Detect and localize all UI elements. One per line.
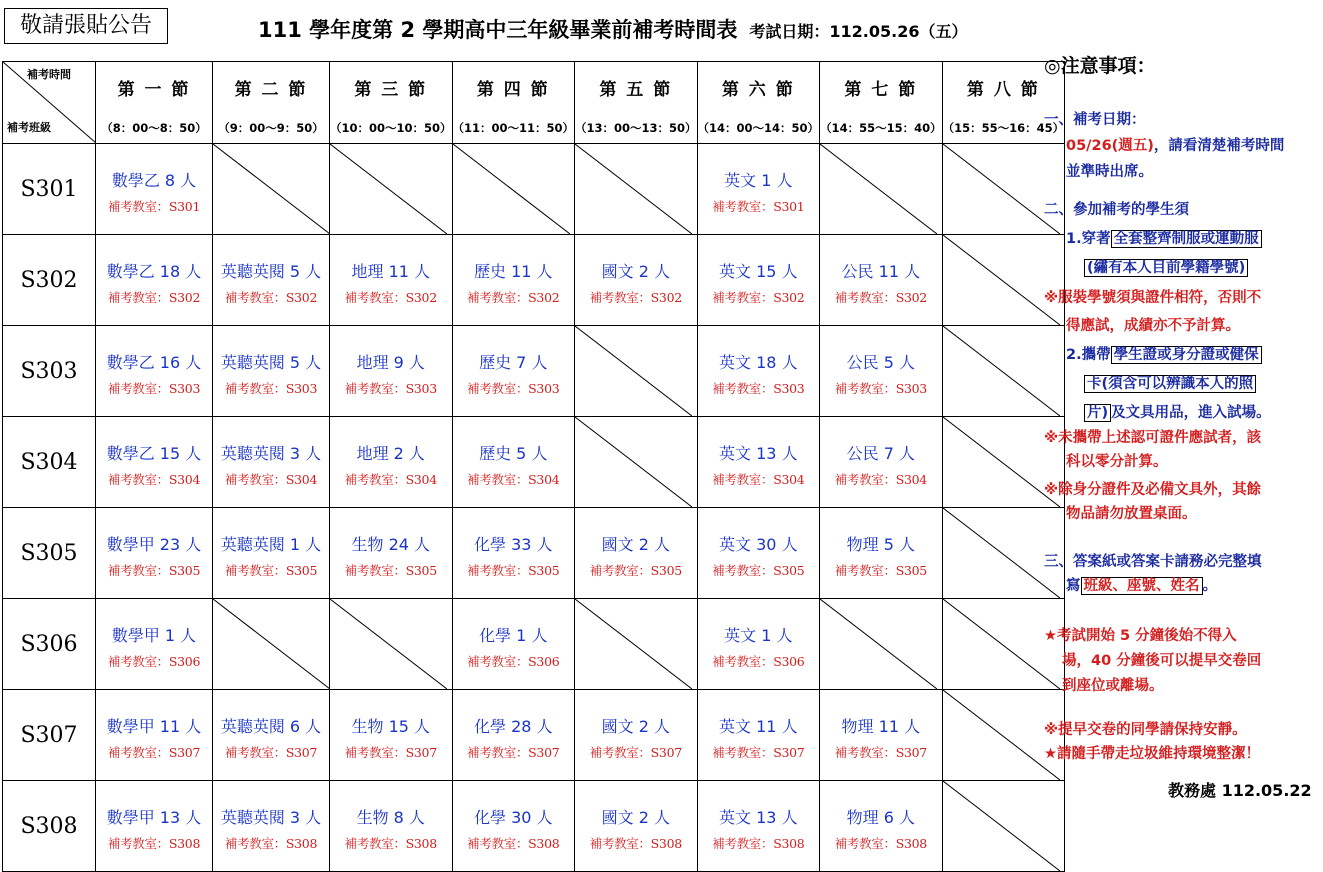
note3-line1: 三、答案紙或答案卡請務必完整填: [1044, 554, 1262, 570]
exam-cell: [452, 235, 575, 326]
exam-cell: [452, 599, 575, 690]
exam-subject: 數學甲 13 人: [106, 807, 202, 827]
period-time: （14：00～14：50）: [697, 121, 820, 135]
empty-cell-diagonal: [943, 781, 1060, 871]
exam-subject: 歷史 11 人: [474, 261, 553, 281]
table-row: [3, 326, 1065, 417]
exam-cell: [697, 144, 820, 235]
exam-room: 補考教室：S302: [834, 289, 927, 305]
exam-cell: [96, 781, 213, 872]
page-title: [258, 14, 967, 44]
exam-cell: [452, 508, 575, 599]
exam-subject: 國文 2 人: [601, 807, 670, 827]
corner-bottom-label: 補考班級: [7, 121, 51, 134]
period-name: 第 五 節: [599, 80, 673, 100]
header-row: [3, 62, 1065, 144]
empty-cell-diagonal: [330, 599, 447, 689]
table-row: [3, 508, 1065, 599]
exam-subject: 國文 2 人: [601, 534, 670, 554]
period-header: [575, 62, 698, 144]
exam-cell: [697, 781, 820, 872]
empty-cell: [575, 417, 698, 508]
exam-subject: 物理 6 人: [846, 807, 915, 827]
exam-room: 補考教室：S305: [107, 562, 201, 578]
exam-subject: 化學 28 人: [474, 716, 553, 736]
exam-subject: 英文 1 人: [724, 625, 793, 645]
exam-cell: [213, 781, 330, 872]
exam-cell: [96, 690, 213, 781]
note1-rest: ，請看清楚補考時間: [1153, 138, 1285, 154]
exam-room: 補考教室：S302: [107, 289, 201, 305]
exam-cell: [96, 144, 213, 235]
period-time: （10：00～10：50）: [330, 121, 452, 135]
empty-cell: [213, 144, 330, 235]
table-row: [3, 690, 1065, 781]
exam-subject: 物理 11 人: [841, 716, 921, 736]
exam-subject: 國文 2 人: [601, 716, 670, 736]
note2-warn1-l2: 得應試，成績亦不予計算。: [1066, 318, 1240, 334]
empty-cell-diagonal: [943, 508, 1060, 598]
note2-warn3-l1: ※除身分證件及必備文具外，其餘: [1044, 482, 1262, 498]
exam-cell: [820, 690, 943, 781]
exam-room: 補考教室：S304: [107, 471, 201, 487]
notes-heading: ◎注意事項：: [1044, 55, 1156, 77]
exam-cell: [96, 235, 213, 326]
star1-l2: 場，40 分鐘後可以提早交卷回: [1062, 653, 1262, 669]
exam-cell: [213, 417, 330, 508]
exam-subject: 數學乙 18 人: [106, 261, 202, 281]
exam-subject: 公民 11 人: [841, 261, 921, 281]
exam-subject: 數學乙 8 人: [111, 170, 197, 190]
exam-room: 補考教室：S308: [224, 835, 318, 851]
exam-subject: 數學乙 15 人: [106, 443, 202, 463]
exam-room: 補考教室：S307: [467, 744, 560, 760]
note1-date: 05/26(週五): [1066, 138, 1154, 154]
period-header: [330, 62, 453, 144]
empty-cell-diagonal: [820, 599, 937, 689]
exam-subject: 英文 1 人: [724, 170, 793, 190]
period-time: （9：00～9：50）: [218, 121, 324, 135]
exam-room: 補考教室：S303: [224, 380, 318, 396]
exam-room: 補考教室：S306: [712, 653, 805, 669]
empty-cell-diagonal: [330, 144, 447, 234]
exam-subject: 英文 13 人: [719, 443, 798, 463]
class-cell: S307: [3, 690, 96, 781]
exam-cell: [96, 599, 213, 690]
exam-subject: 數學乙 16 人: [106, 352, 202, 372]
exam-subject: 英聽英閱 6 人: [220, 716, 322, 736]
period-name: 第 一 節: [117, 80, 191, 100]
exam-cell: [820, 417, 943, 508]
exam-subject: 地理 2 人: [356, 443, 425, 463]
exam-cell: [820, 326, 943, 417]
exam-room: 補考教室：S302: [224, 289, 318, 305]
exam-room: 補考教室：S302: [589, 289, 682, 305]
class-cell: S304: [3, 417, 96, 508]
exam-room: 補考教室：S304: [712, 471, 805, 487]
empty-cell: [452, 144, 575, 235]
post-notice-label: 敬請張貼公告: [4, 8, 168, 44]
period-name: 第 二 節: [234, 80, 308, 100]
exam-cell: [697, 326, 820, 417]
note2b-box3: 片): [1084, 404, 1111, 422]
corner-cell: [3, 62, 96, 144]
exam-room: 補考教室：S304: [834, 471, 927, 487]
exam-subject: 英聽英閱 1 人: [220, 534, 322, 554]
exam-subject: 數學甲 1 人: [111, 625, 197, 645]
exam-subject: 英文 11 人: [719, 716, 798, 736]
exam-subject: 歷史 5 人: [479, 443, 548, 463]
exam-cell: [452, 690, 575, 781]
empty-cell: [575, 599, 698, 690]
title-text: 111 學年度第 2 學期高中三年級畢業前補考時間表: [258, 18, 738, 42]
period-header: [452, 62, 575, 144]
exam-room: 補考教室：S307: [224, 744, 318, 760]
exam-room: 補考教室：S305: [712, 562, 805, 578]
exam-subject: 英聽英閱 3 人: [220, 807, 322, 827]
note1-line2: 並準時出席。: [1066, 164, 1153, 180]
exam-cell: [575, 235, 698, 326]
exam-cell: [330, 690, 453, 781]
schedule-table: [2, 61, 1065, 872]
exam-room: 補考教室：S303: [107, 380, 201, 396]
exam-subject: 公民 5 人: [846, 352, 915, 372]
exam-room: 補考教室：S301: [712, 198, 805, 214]
period-time: （13：00～13：50）: [575, 121, 697, 135]
period-name: 第 三 節: [354, 80, 428, 100]
exam-cell: [330, 508, 453, 599]
exam-room: 補考教室：S306: [107, 653, 201, 669]
note2a-uniform-box: 全套整齊制服或運動服: [1111, 230, 1262, 248]
empty-cell-diagonal: [453, 144, 570, 234]
period-header: [96, 62, 213, 144]
exam-room: 補考教室：S307: [107, 744, 201, 760]
exam-cell: [330, 417, 453, 508]
note2b-pre: 2.攜帶: [1066, 347, 1111, 363]
period-name: 第 六 節: [721, 80, 795, 100]
period-name: 第 八 節: [966, 80, 1040, 100]
exam-subject: 英聽英閱 3 人: [220, 443, 322, 463]
exam-room: 補考教室：S308: [107, 835, 201, 851]
exam-cell: [213, 235, 330, 326]
exam-subject: 數學甲 23 人: [106, 534, 202, 554]
exam-room: 補考教室：S305: [344, 562, 437, 578]
exam-cell: [330, 235, 453, 326]
exam-subject: 地理 9 人: [356, 352, 425, 372]
exam-room: 補考教室：S305: [589, 562, 682, 578]
exam-cell: [697, 599, 820, 690]
note2b-rest: 及文具用品，進入試場。: [1111, 405, 1271, 421]
exam-room: 補考教室：S303: [834, 380, 927, 396]
exam-room: 補考教室：S308: [344, 835, 437, 851]
exam-subject: 化學 1 人: [479, 625, 548, 645]
class-cell: S306: [3, 599, 96, 690]
table-row: [3, 781, 1065, 872]
note2b-box1: 學生證或身分證或健保: [1111, 346, 1262, 364]
exam-subject: 英聽英閱 5 人: [220, 352, 322, 372]
exam-room: 補考教室：S304: [467, 471, 560, 487]
note2a-pre: 1.穿著: [1066, 231, 1111, 247]
exam-room: 補考教室：S308: [467, 835, 560, 851]
exam-subject: 英聽英閱 5 人: [220, 261, 322, 281]
exam-room: 補考教室：S307: [834, 744, 927, 760]
empty-cell: [213, 599, 330, 690]
exam-room: 補考教室：S302: [467, 289, 560, 305]
exam-subject: 地理 11 人: [351, 261, 431, 281]
note2-title: 二、參加補考的學生須: [1044, 202, 1189, 218]
exam-room: 補考教室：S303: [344, 380, 437, 396]
star1-l3: 到座位或離場。: [1062, 678, 1164, 694]
exam-cell: [697, 690, 820, 781]
exam-subject: 英文 15 人: [719, 261, 798, 281]
class-cell: S308: [3, 781, 96, 872]
exam-room: 補考教室：S307: [712, 744, 805, 760]
signature: 教務處 112.05.22: [1168, 781, 1312, 800]
note2b-box2: 卡(須含可以辨識本人的照: [1084, 375, 1256, 393]
exam-room: 補考教室：S307: [344, 744, 437, 760]
period-time: （14：55～15：40）: [820, 121, 942, 135]
empty-cell: [330, 144, 453, 235]
period-time: （8：00～8：50）: [101, 121, 207, 135]
exam-cell: [452, 326, 575, 417]
empty-cell: [575, 326, 698, 417]
period-header: [820, 62, 943, 144]
empty-cell-diagonal: [213, 599, 330, 689]
table-row: [3, 417, 1065, 508]
exam-cell: [96, 417, 213, 508]
exam-subject: 物理 5 人: [846, 534, 915, 554]
quiet-note: ※提早交卷的同學請保持安靜。: [1044, 722, 1247, 738]
empty-cell-diagonal: [943, 417, 1060, 507]
note3-box: 班級、座號、姓名: [1081, 577, 1203, 595]
exam-cell: [96, 326, 213, 417]
exam-room: 補考教室：S305: [224, 562, 318, 578]
exam-subject: 英文 30 人: [719, 534, 798, 554]
exam-cell: [697, 417, 820, 508]
empty-cell-diagonal: [820, 144, 937, 234]
exam-cell: [575, 690, 698, 781]
exam-cell: [575, 781, 698, 872]
exam-cell: [820, 508, 943, 599]
note2a-id-box: (繡有本人目前學籍學號): [1084, 259, 1248, 277]
exam-subject: 國文 2 人: [601, 261, 670, 281]
exam-room: 補考教室：S303: [712, 380, 805, 396]
exam-cell: [697, 235, 820, 326]
period-name: 第 四 節: [476, 80, 550, 100]
exam-cell: [330, 326, 453, 417]
star2: ★請隨手帶走垃圾維持環境整潔！: [1044, 746, 1260, 762]
empty-cell-diagonal: [213, 144, 330, 234]
exam-cell: [96, 508, 213, 599]
exam-cell: [330, 781, 453, 872]
note2-warn2-l2: 科以零分計算。: [1066, 454, 1168, 470]
period-header: [213, 62, 330, 144]
exam-subject: 化學 30 人: [474, 807, 553, 827]
exam-room: 補考教室：S304: [344, 471, 437, 487]
exam-cell: [213, 326, 330, 417]
exam-room: 補考教室：S308: [712, 835, 805, 851]
note3-end: 。: [1202, 578, 1217, 594]
exam-subject: 歷史 7 人: [479, 352, 548, 372]
empty-cell-diagonal: [943, 690, 1060, 780]
exam-subject: 生物 8 人: [356, 807, 425, 827]
empty-cell: [820, 599, 943, 690]
exam-subject: 數學甲 11 人: [106, 716, 202, 736]
table-row: [3, 235, 1065, 326]
period-time: （11：00～11：50）: [452, 121, 575, 135]
empty-cell: [330, 599, 453, 690]
exam-cell: [697, 508, 820, 599]
exam-cell: [820, 235, 943, 326]
corner-top-label: 補考時間: [27, 68, 71, 81]
exam-subject: 生物 24 人: [351, 534, 431, 554]
empty-cell: [575, 144, 698, 235]
exam-room: 補考教室：S302: [712, 289, 805, 305]
note2-warn2-l1: ※未攜帶上述認可證件應試者，該: [1044, 430, 1262, 446]
exam-subject: 英文 18 人: [719, 352, 798, 372]
exam-cell: [452, 417, 575, 508]
empty-cell: [942, 781, 1065, 872]
empty-cell-diagonal: [575, 144, 692, 234]
exam-subject: 英文 13 人: [719, 807, 798, 827]
exam-subject: 化學 33 人: [474, 534, 553, 554]
exam-subject: 公民 7 人: [846, 443, 915, 463]
note1-title: 一、補考日期：: [1044, 112, 1146, 128]
exam-room: 補考教室：S308: [834, 835, 927, 851]
exam-cell: [820, 781, 943, 872]
period-time: （15：55～16：45）: [942, 121, 1065, 135]
exam-room: 補考教室：S307: [589, 744, 682, 760]
exam-cell: [213, 508, 330, 599]
exam-room: 補考教室：S306: [467, 653, 560, 669]
note2-warn1-l1: ※服裝學號須與證件相符，否則不: [1044, 290, 1262, 306]
period-header: [697, 62, 820, 144]
note3-pre: 寫: [1066, 578, 1081, 594]
empty-cell-diagonal: [943, 326, 1060, 416]
star1-l1: ★考試開始 5 分鐘後始不得入: [1044, 628, 1237, 644]
class-cell: S301: [3, 144, 96, 235]
empty-cell-diagonal: [943, 599, 1060, 689]
exam-room: 補考教室：S301: [107, 198, 201, 214]
empty-cell-diagonal: [943, 144, 1060, 234]
exam-room: 補考教室：S302: [344, 289, 437, 305]
exam-cell: [452, 781, 575, 872]
empty-cell: [942, 326, 1065, 417]
period-name: 第 七 節: [844, 80, 918, 100]
exam-date: 考試日期：112.05.26（五）: [749, 22, 968, 41]
exam-cell: [575, 508, 698, 599]
exam-cell: [213, 690, 330, 781]
empty-cell-diagonal: [575, 417, 692, 507]
exam-room: 補考教室：S305: [467, 562, 560, 578]
class-cell: S305: [3, 508, 96, 599]
exam-room: 補考教室：S308: [589, 835, 682, 851]
table-row: [3, 599, 1065, 690]
exam-room: 補考教室：S304: [224, 471, 318, 487]
empty-cell: [942, 144, 1065, 235]
empty-cell: [942, 235, 1065, 326]
empty-cell: [820, 144, 943, 235]
empty-cell-diagonal: [943, 235, 1060, 325]
class-cell: S303: [3, 326, 96, 417]
exam-room: 補考教室：S303: [467, 380, 560, 396]
empty-cell-diagonal: [575, 326, 692, 416]
exam-room: 補考教室：S305: [834, 562, 927, 578]
empty-cell-diagonal: [575, 599, 692, 689]
class-cell: S302: [3, 235, 96, 326]
exam-subject: 生物 15 人: [351, 716, 431, 736]
note2-warn3-l2: 物品請勿放置桌面。: [1066, 506, 1197, 522]
table-row: [3, 144, 1065, 235]
